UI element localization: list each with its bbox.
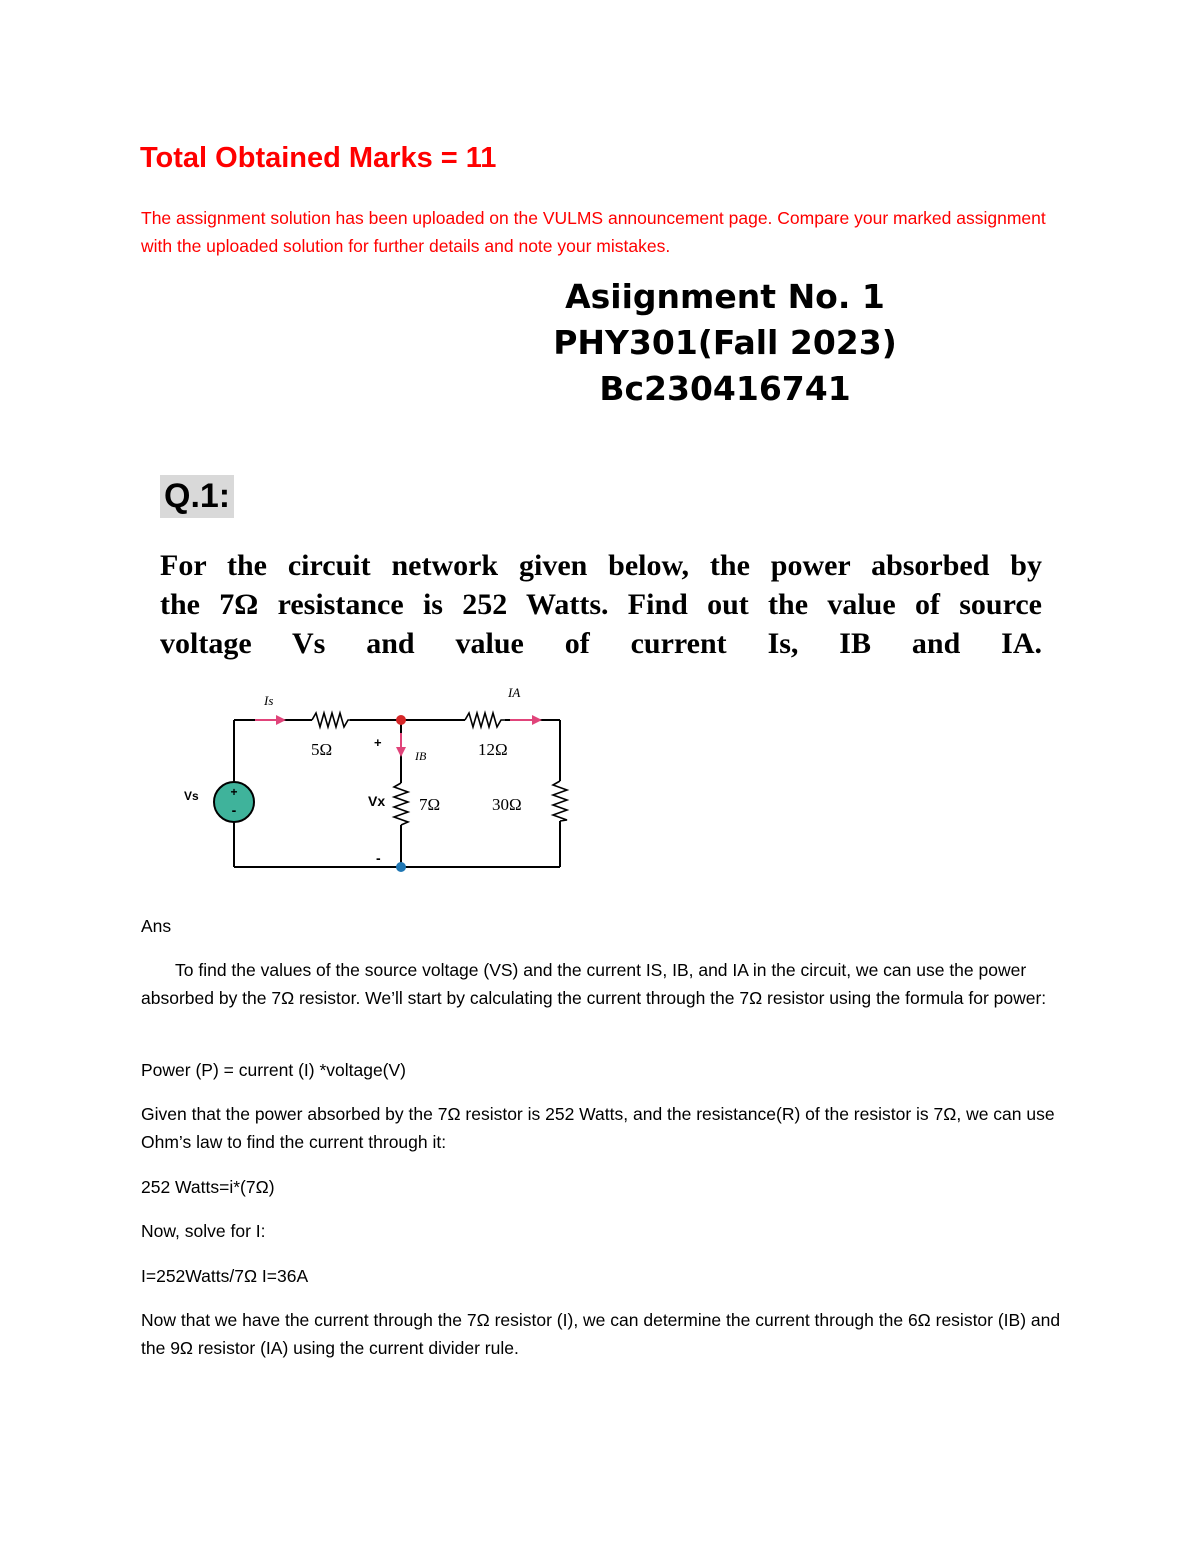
circuit-wires	[231, 720, 560, 867]
label-ia: IA	[508, 685, 521, 700]
resistor-30-ohm	[553, 781, 567, 821]
solution-notice: The assignment solution has been uploaded on the VULMS announcement page. Compare your marked assignment with the uploaded solution for further details and note your mistakes.	[141, 208, 1046, 256]
student-id: Bc230416741	[599, 369, 851, 408]
node-bottom	[396, 862, 406, 872]
question-line-1: For the circuit network given below, the power absorbed by	[160, 549, 1042, 582]
answer-paragraph-2: Given that the power absorbed by the 7Ω resistor is 252 Watts, and the resistance(R) of the resistor is 7Ω, we can use Ohm’s law to find the current through it:	[141, 1104, 1055, 1152]
question-line-3: voltage Vs and value of current Is, IB and IA.	[160, 627, 1042, 660]
vx-plus: +	[374, 735, 382, 750]
label-12-ohm: 12Ω	[478, 740, 508, 759]
course-code: PHY301(Fall 2023)	[553, 323, 897, 362]
label-ib: IB	[415, 749, 427, 763]
answer-paragraph-3: Now that we have the current through the 7Ω resistor (I), we can determine the current through the 6Ω resistor (IB) and the 9Ω resistor (IA) using the current divider rule.	[141, 1310, 1061, 1358]
label-vs: Vs	[184, 789, 199, 803]
resistor-7-ohm	[394, 783, 408, 825]
answer-label: Ans	[141, 916, 172, 936]
resistor-12-ohm	[465, 713, 505, 727]
source-minus: -	[231, 802, 237, 818]
equation-1: 252 Watts=i*(7Ω)	[141, 1177, 275, 1197]
equation-2: I=252Watts/7Ω I=36A	[141, 1266, 309, 1286]
question-line-2: the 7Ω resistance is 252 Watts. Find out the value of source	[160, 588, 1042, 621]
current-arrow-is	[255, 715, 286, 725]
current-arrow-ib	[396, 733, 406, 757]
label-vx: Vx	[368, 793, 386, 809]
power-formula: Power (P) = current (I) *voltage(V)	[141, 1060, 407, 1080]
label-5-ohm: 5Ω	[311, 740, 333, 759]
current-arrow-ia	[510, 715, 542, 725]
node-top	[396, 715, 406, 725]
vx-minus: -	[376, 850, 381, 866]
answer-paragraph-1: To find the values of the source voltage (VS) and the current IS, IB, and IA in the circuit, we can use the power absorbed by the 7Ω resistor. We’ll start by calculating the current through the 7Ω resistor using the formula for power:	[141, 960, 1047, 1008]
label-is: Is	[264, 693, 274, 708]
solve-line: Now, solve for I:	[141, 1221, 266, 1241]
question-text	[160, 546, 1042, 663]
resistor-5-ohm	[312, 713, 350, 727]
circuit-diagram	[170, 675, 600, 890]
source-plus: +	[230, 785, 238, 799]
assignment-title: Asiignment No. 1	[565, 277, 885, 316]
label-30-ohm: 30Ω	[492, 795, 522, 814]
assignment-header	[500, 274, 950, 412]
total-marks-heading: Total Obtained Marks = 11	[140, 142, 497, 174]
question-label: Q.1:	[160, 475, 234, 518]
label-7-ohm: 7Ω	[419, 795, 441, 814]
